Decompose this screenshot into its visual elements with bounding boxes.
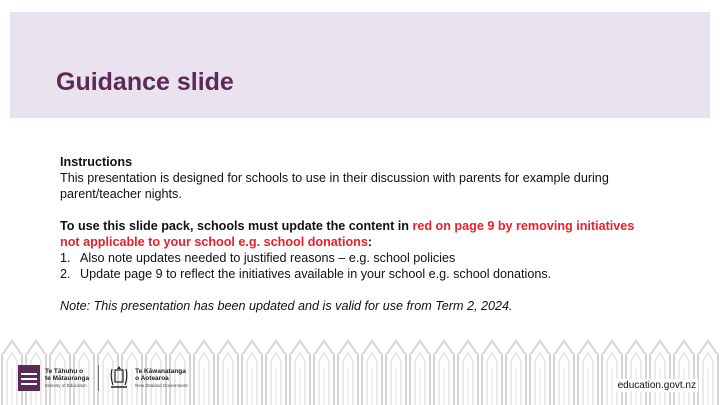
ministry-mark-icon bbox=[18, 365, 40, 391]
list-item bbox=[60, 250, 640, 266]
list-text: Update page 9 to reflect the initiatives available in your school e.g. school donations. bbox=[80, 267, 552, 281]
list-number: 1. bbox=[60, 251, 71, 265]
instructions-heading: Instructions bbox=[60, 155, 133, 169]
update-prefix: To use this slide pack, schools must update the content in bbox=[60, 219, 413, 233]
slide-body bbox=[60, 154, 640, 314]
coat-of-arms-icon bbox=[108, 365, 130, 391]
update-highlight: red on page 9 by removing initiatives not applicable to your school e.g. school donations bbox=[60, 219, 635, 249]
list-item bbox=[60, 266, 640, 282]
update-suffix: : bbox=[367, 235, 373, 249]
validity-note: Note: This presentation has been updated and is valid for use from Term 2, 2024. bbox=[60, 299, 513, 313]
ministry-name-line2: te Mātauranga bbox=[45, 375, 90, 382]
list-text: Also note updates needed to justified reasons – e.g. school policies bbox=[80, 251, 456, 265]
instruction-list bbox=[60, 250, 640, 282]
logo-divider bbox=[98, 365, 99, 391]
list-number: 2. bbox=[60, 267, 71, 281]
update-instruction bbox=[60, 218, 640, 250]
ministry-name-line1: Te Tāhuhu o bbox=[45, 367, 84, 375]
government-logo bbox=[108, 365, 188, 391]
footer-url: education.govt.nz bbox=[617, 380, 696, 391]
intro-text: This presentation is designed for schools to use in their discussion with parents for example during parent/teacher nights. bbox=[60, 171, 609, 201]
slide-title: Guidance slide bbox=[56, 68, 234, 96]
government-name-line2: o Aotearoa bbox=[135, 375, 169, 382]
government-name-english: New Zealand Government bbox=[135, 382, 188, 388]
ministry-logo bbox=[18, 365, 89, 391]
government-name-line1: Te Kāwanatanga bbox=[135, 367, 186, 375]
header-band bbox=[10, 12, 710, 118]
logo-bar bbox=[18, 360, 188, 396]
ministry-name-english: Ministry of Education bbox=[45, 382, 87, 388]
